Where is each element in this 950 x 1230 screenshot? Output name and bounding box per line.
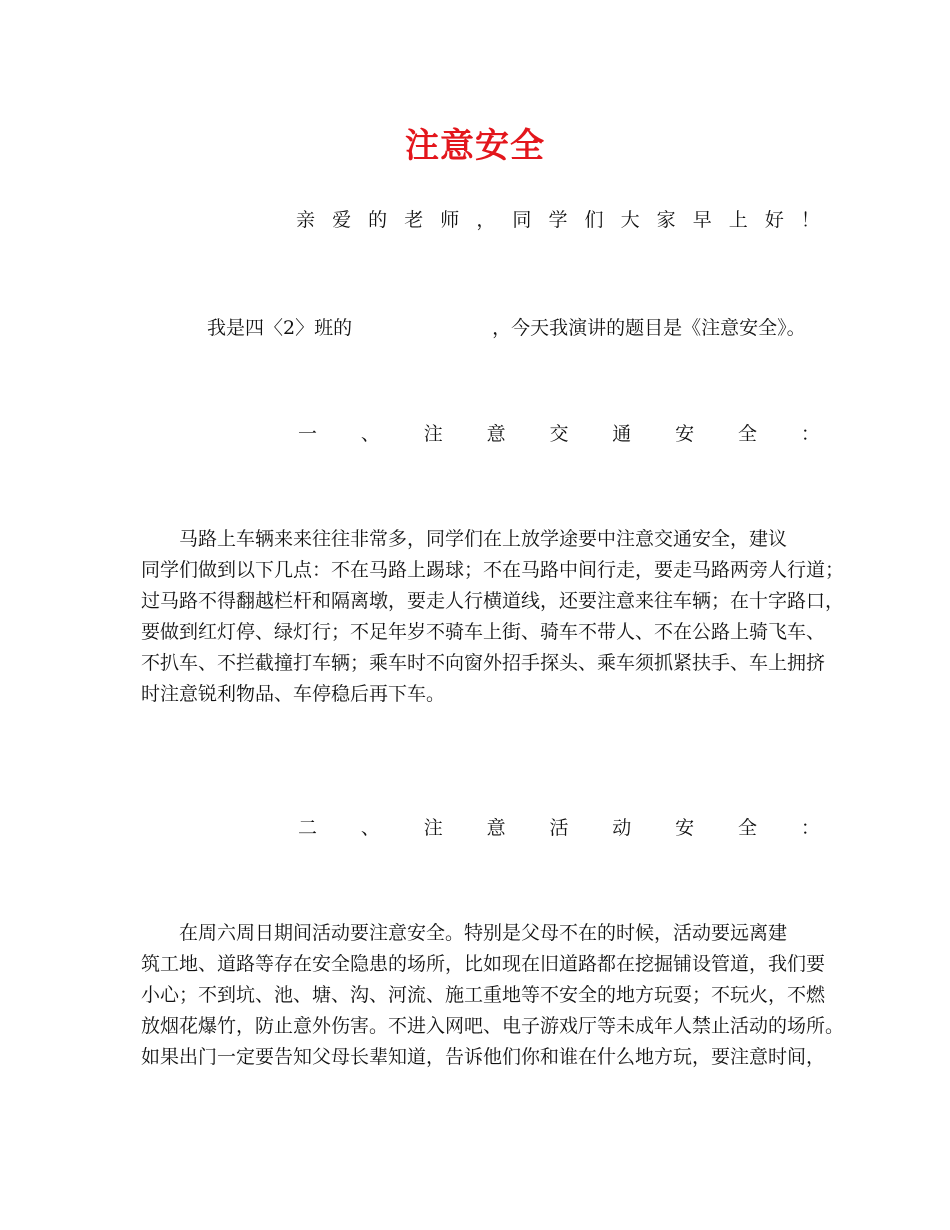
spread-char: 们	[584, 209, 604, 231]
spread-char: 上	[728, 209, 748, 231]
spread-char: 安	[675, 817, 695, 839]
spread-char: 老	[404, 209, 424, 231]
spread-char: 交	[549, 423, 569, 445]
paragraph-line: 小心；不到坑、池、塘、沟、河流、施工重地等不安全的地方玩耍；不玩火，不燃	[141, 984, 826, 1006]
spread-char: 动	[612, 817, 632, 839]
paragraph-line: 同学们做到以下几点：不在马路上踢球；不在马路中间行走，要走马路两旁人行道；	[141, 559, 845, 581]
spread-char: 、	[360, 423, 380, 445]
spread-char: 同	[512, 209, 532, 231]
spread-char: 的	[368, 209, 388, 231]
spread-char: 全	[738, 817, 758, 839]
greeting-line	[296, 206, 820, 234]
paragraph-line: 不扒车、不拦截撞打车辆；乘车时不向窗外招手探头、乘车须抓紧扶手、车上拥挤	[141, 652, 826, 674]
section-heading-traffic	[298, 420, 820, 448]
spread-char: ！	[800, 209, 820, 231]
spread-char: ：	[800, 423, 820, 445]
paragraph-line: 过马路不得翻越栏杆和隔离墩，要走人行横道线，还要注意来往车辆；在十字路口，	[141, 590, 845, 612]
paragraph-line: 筑工地、道路等存在安全隐患的场所，比如现在旧道路都在挖掘铺设管道，我们要	[141, 953, 826, 975]
spread-char: 通	[612, 423, 632, 445]
spread-char: 二	[298, 817, 318, 839]
paragraph-line: 在周六周日期间活动要注意安全。特别是父母不在的时候，活动要远离建	[141, 922, 788, 944]
paragraph-line: 马路上车辆来来往往非常多，同学们在上放学途要中注意交通安全，建议	[141, 528, 788, 550]
spread-char: 意	[486, 423, 506, 445]
paragraph-line: 要做到红灯停、绿灯行；不足年岁不骑车上街、骑车不带人、不在公路上骑飞车、	[141, 621, 826, 643]
intro-after: ，今天我演讲的题目是《注意安全》。	[492, 317, 806, 339]
paragraph-activity	[141, 918, 845, 1073]
spread-char: 亲	[296, 209, 316, 231]
intro-line	[207, 314, 806, 342]
spread-char: ，	[476, 209, 496, 231]
spread-char: 注	[423, 817, 443, 839]
spread-char: 家	[656, 209, 676, 231]
paragraph-line: 时注意锐利物品、车停稳后再下车。	[141, 683, 446, 705]
spread-char: 师	[440, 209, 460, 231]
document-title: 注意安全	[405, 126, 545, 166]
spread-char: 、	[360, 817, 380, 839]
spread-char: 活	[549, 817, 569, 839]
section-heading-activity	[298, 814, 820, 842]
spread-char: 全	[738, 423, 758, 445]
spread-char: ：	[800, 817, 820, 839]
spread-char: 早	[692, 209, 712, 231]
spread-char: 学	[548, 209, 568, 231]
spread-char: 一	[298, 423, 318, 445]
spread-char: 大	[620, 209, 640, 231]
intro-before: 我是四〈2〉班的	[207, 317, 353, 339]
paragraph-line: 放烟花爆竹，防止意外伤害。不进入网吧、电子游戏厅等未成年人禁止活动的场所。	[141, 1015, 845, 1037]
paragraph-traffic	[141, 524, 845, 710]
spread-char: 好	[764, 209, 784, 231]
spread-char: 意	[486, 817, 506, 839]
paragraph-line: 如果出门一定要告知父母长辈知道，告诉他们你和谁在什么地方玩，要注意时间，	[141, 1046, 826, 1068]
spread-char: 爱	[332, 209, 352, 231]
spread-char: 注	[423, 423, 443, 445]
spread-char: 安	[675, 423, 695, 445]
